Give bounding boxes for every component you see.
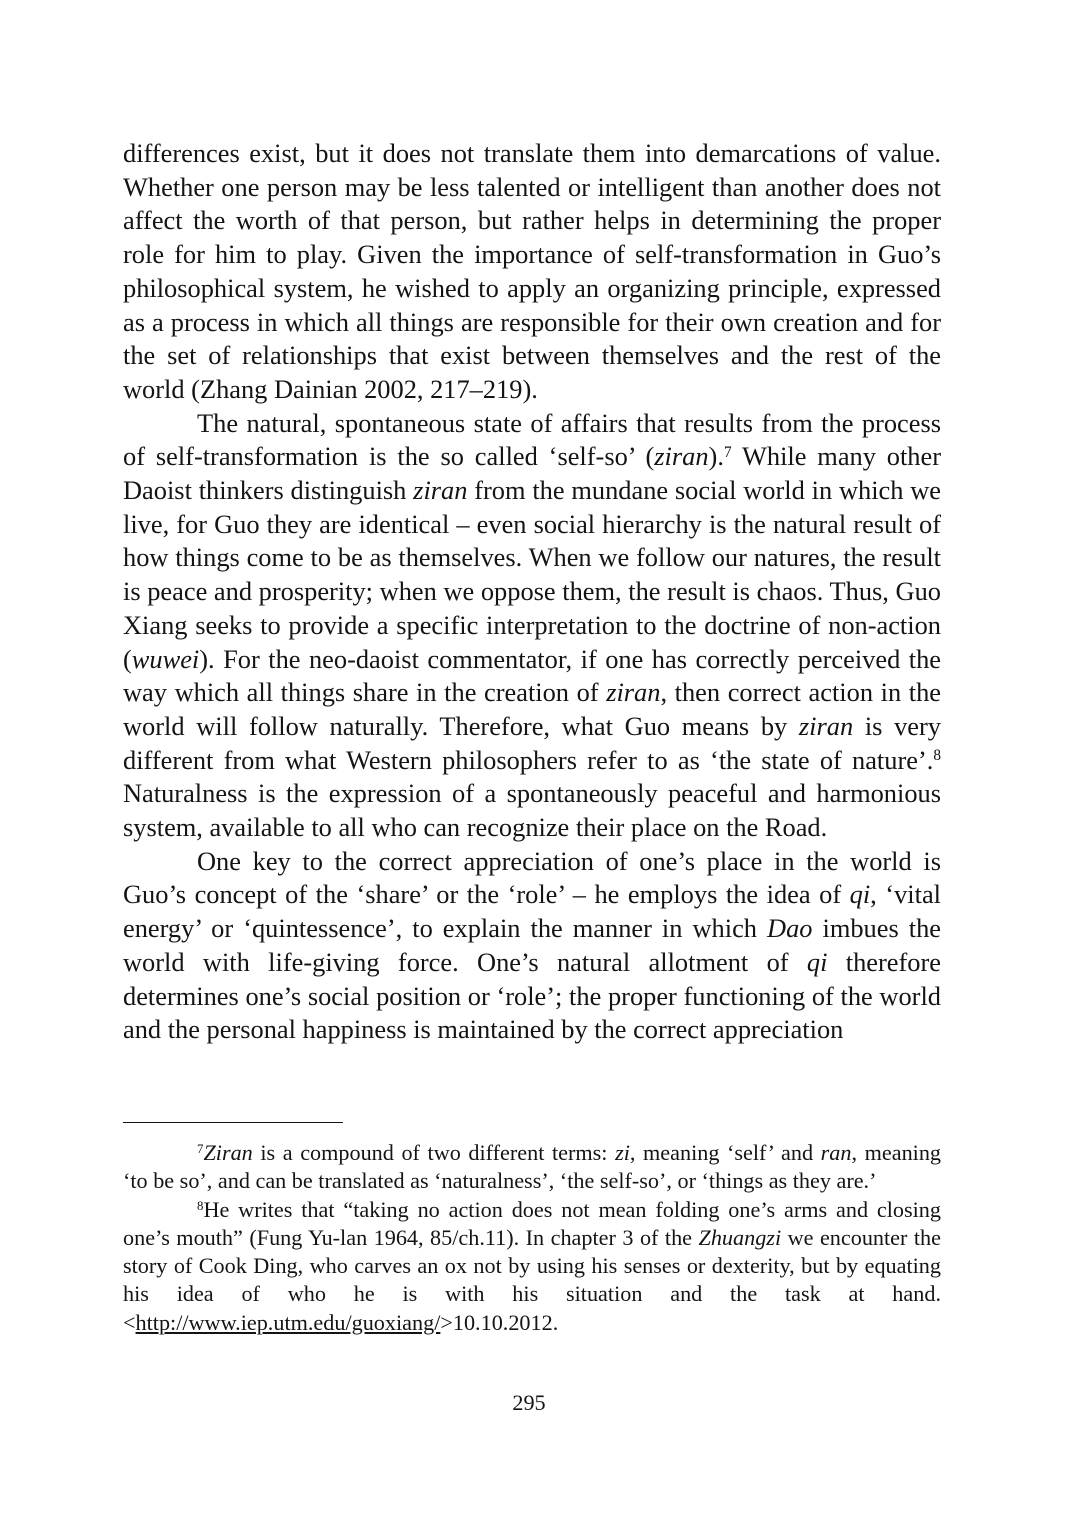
footnotes [123, 1139, 941, 1337]
footnote-7-text: , meaning ‘self’ and [629, 1140, 821, 1165]
footnote-8 [123, 1196, 941, 1337]
body-text [123, 137, 941, 1047]
paragraph-2-text: The natural, spontaneous state of affairs that results from the process of self-transformation is the so called ‘self-so’ ( [123, 407, 941, 472]
paragraph-3-text: One key to the correct appreciation of one’s place in the world is Guo’s concept of the ‘share’ or the ‘role’ – he employs the idea of [123, 845, 941, 910]
paragraph-2-text: from the mundane social world in which we live, for Guo they are identical – even social hierarchy is the natural result of how things come to be as themselves. When we follow our natures, the result is peace and prosperity; when we oppose them, the result is chaos. Thus, Guo Xiang seeks to provide a specific interpretation to the doctrine of non-action ( [123, 475, 942, 674]
source-link[interactable]: http://www.iep.utm.edu/guoxiang/ [135, 1309, 441, 1335]
page-number: 295 [512, 1390, 546, 1415]
term-ziran: Ziran [203, 1140, 253, 1165]
paragraph-2-text: While many other Daoist thinkers distinguish [123, 441, 942, 506]
footnote-7-text: , meaning ‘to be so’, and can be translated as ‘naturalness’, ‘the self-so’, or ‘things as they are.’ [123, 1140, 942, 1194]
footnote-8-text: >10.10.2012. [440, 1309, 559, 1335]
term-ziran: ziran [654, 441, 709, 472]
paragraph-2 [123, 407, 941, 845]
paragraph-2-text: ). [708, 441, 724, 472]
footnote-separator [123, 1122, 343, 1123]
paragraph-2-text: , then correct action in the world will follow naturally. Therefore, what Guo means by [123, 677, 941, 741]
paragraph-1-text: differences exist, but it does not translate them into demarcations of value. Whether one person may be less talented or intelligent than another does not affect the worth of that person, but rather helps in determining the proper role for him to play. Given the importance of self-transformation in Guo’s philosophical system, he wished to apply an organizing principle, expressed as a process in which all things are responsible for their own creation and for the set of relationships that exist between themselves and the rest of the world (Zhang Dainian 2002, 217–219). [123, 138, 941, 404]
footnote-7 [123, 1139, 941, 1196]
term-dao: Dao [767, 913, 813, 944]
paragraph-1 [123, 137, 941, 407]
paragraph-3-text: imbues the world with life-giving force. One’s natural allotment of [123, 913, 941, 977]
term-qi: qi [806, 946, 828, 977]
footnote-8-text: He writes that “taking no action does not mean folding one’s arms and closing one’s mouth” (Fung Yu-lan 1964, 85/ch.11). In chapter 3 of the [123, 1196, 941, 1250]
paragraph-3 [123, 845, 941, 1047]
footnote-ref-7[interactable]: 7 [723, 443, 732, 461]
paragraph-3-text: , ‘vital energy’ or ‘quintessence’, to explain the manner in which [123, 879, 941, 944]
footnote-7-text: is a compound of two different terms: [252, 1140, 616, 1165]
term-wuwei: wuwei [131, 643, 200, 674]
term-qi: qi [849, 879, 871, 910]
term-zi: zi [615, 1140, 630, 1165]
paragraph-2-text: is very different from what Western philosophers refer to as ‘the state of nature’. [123, 710, 941, 775]
term-ran: ran [820, 1140, 852, 1165]
book-title-zhuangzi: Zhuangzi [698, 1224, 782, 1250]
paragraph-2-text: Naturalness is the expression of a spontaneously peaceful and harmonious system, available to all who can recognize their place on the Road. [123, 778, 941, 843]
footnote-8-number: 8 [197, 1198, 204, 1213]
footnote-8-text: we encounter the story of Cook Ding, who carves an ox not by using his senses or dexterity, but by equating his idea of who he is with his situation and the task at hand. < [123, 1224, 941, 1335]
paragraph-2-text: ). For the neo-daoist commentator, if one has correctly perceived the way which all things share in the creation of [123, 643, 941, 708]
term-ziran: ziran [798, 710, 854, 741]
term-ziran: ziran [413, 475, 468, 506]
paragraph-3-text: therefore determines one’s social position or ‘role’; the proper functioning of the world and the personal happiness is maintained by the correct appreciation [123, 946, 942, 1045]
term-ziran: ziran [606, 677, 661, 708]
footnote-7-number: 7 [197, 1141, 204, 1156]
footnote-ref-8[interactable]: 8 [933, 747, 941, 765]
